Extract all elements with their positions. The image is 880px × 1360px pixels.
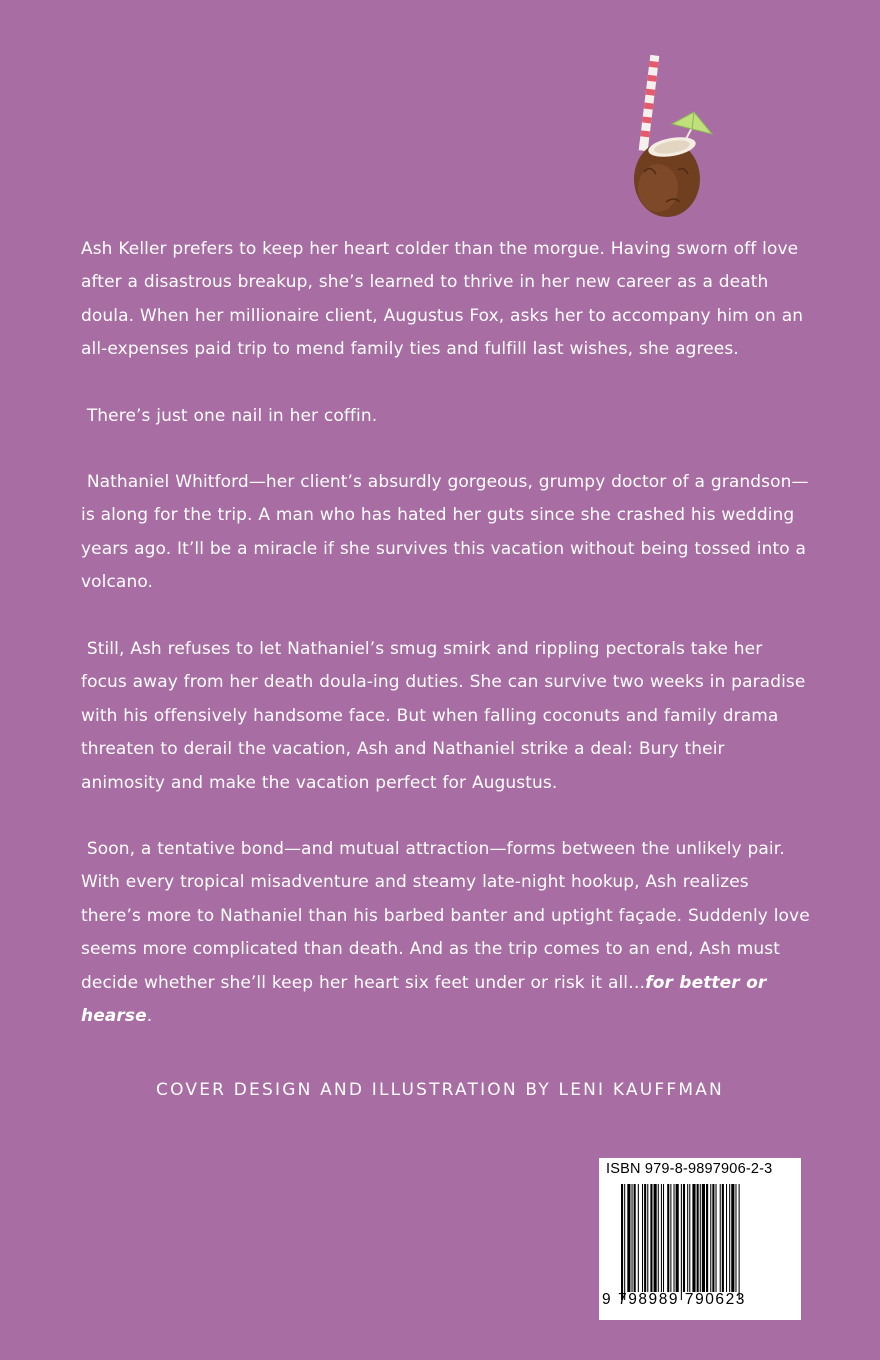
barcode-bar (710, 1184, 711, 1292)
barcode-bar (632, 1184, 633, 1292)
blurb-paragraph-5 (81, 833, 811, 1033)
barcode-bar (661, 1184, 662, 1292)
barcode-bar (658, 1184, 659, 1292)
blurb-paragraph-2-text: There’s just one nail in her coffin. (86, 406, 378, 426)
blurb-tagline: for better or hearse (81, 972, 767, 1027)
barcode-bar (700, 1184, 701, 1292)
barcode-bar (663, 1184, 664, 1292)
barcode-bar (681, 1184, 682, 1300)
barcode-bar (624, 1184, 625, 1300)
blurb-tagline-end: . (146, 1006, 153, 1027)
barcode-bar (647, 1184, 648, 1292)
barcode-bar (650, 1184, 652, 1292)
cover-design-credit: COVER DESIGN AND ILLUSTRATION BY LENI KAUFFMAN (156, 1080, 724, 1100)
blurb-paragraph-4 (81, 633, 811, 800)
barcode-icon (621, 1184, 779, 1304)
barcode-bar (644, 1184, 646, 1292)
barcode-bar (716, 1184, 717, 1292)
barcode-number: 9 798989 790623 (602, 1291, 746, 1308)
barcode-bar (712, 1184, 714, 1292)
barcode-bar (731, 1184, 734, 1292)
isbn-label: ISBN 979-8-9897906-2-3 (606, 1161, 773, 1177)
barcode-bar (735, 1184, 736, 1292)
barcode-bar (722, 1184, 724, 1292)
barcode-bar (642, 1184, 643, 1292)
blurb-paragraph-3-text: Nathaniel Whitford—her client’s absurdly gorgeous, grumpy doctor of a grandson—is along for the trip. A man who has hated her guts since she crashed his wedding years ago. It’ll be a miracle if she survives this vacation without being tossed into a volcano. (81, 472, 809, 593)
barcode-bar (683, 1184, 685, 1292)
barcode-bar (739, 1184, 740, 1300)
barcode-bar (638, 1184, 639, 1292)
barcode-bar (687, 1184, 688, 1292)
coconut-drink-icon (618, 52, 738, 222)
barcode-bar (689, 1184, 690, 1292)
barcode-bar (720, 1184, 721, 1292)
blurb-paragraph-2 (81, 400, 811, 433)
barcode-bar (670, 1184, 671, 1292)
barcode-bar (627, 1184, 630, 1292)
barcode-bar (667, 1184, 669, 1292)
blurb-paragraph-1: Ash Keller prefers to keep her heart colder than the morgue. Having sworn off love after a disastrous breakup, she’s learned to thrive in her new career as a death doula. When her millionaire client, Augustus Fox, asks her to accompany him on an all-expenses paid trip to mend family ties and fulfill last wishes, she agrees. (81, 239, 804, 360)
barcode-bar (654, 1184, 657, 1292)
barcode-bar (674, 1184, 675, 1292)
barcode-bar (676, 1184, 679, 1292)
barcode-bar (702, 1184, 705, 1292)
barcode-bar (692, 1184, 695, 1292)
blurb-paragraph-5-text: Soon, a tentative bond—and mutual attraction—forms between the unlikely pair. With every tropical misadventure and steamy late-night hookup, Ash realizes there’s more to Nathaniel than his barbed banter and uptight façade. Suddenly love seems more complicated than death. And as the trip comes to an end, Ash must decide whether she’ll keep her heart six feet under or risk it all… (81, 839, 810, 993)
barcode-bar (697, 1184, 699, 1292)
blurb-paragraph-3 (81, 466, 811, 600)
barcode-bar (634, 1184, 636, 1292)
barcode-bar (729, 1184, 730, 1292)
barcode-bar (726, 1184, 727, 1292)
barcode-bar (621, 1184, 623, 1300)
barcode-bar (706, 1184, 708, 1292)
isbn-barcode-block (599, 1158, 801, 1320)
blurb-paragraph-4-text: Still, Ash refuses to let Nathaniel’s smug smirk and rippling pectorals take her focus away from her death doula-ing duties. She can survive two weeks in paradise with his offensively handsome face. But when falling coconuts and family drama threaten to derail the vacation, Ash and Nathaniel strike a deal: Bury their animosity and make the vacation perfect for Augustus. (81, 639, 806, 793)
